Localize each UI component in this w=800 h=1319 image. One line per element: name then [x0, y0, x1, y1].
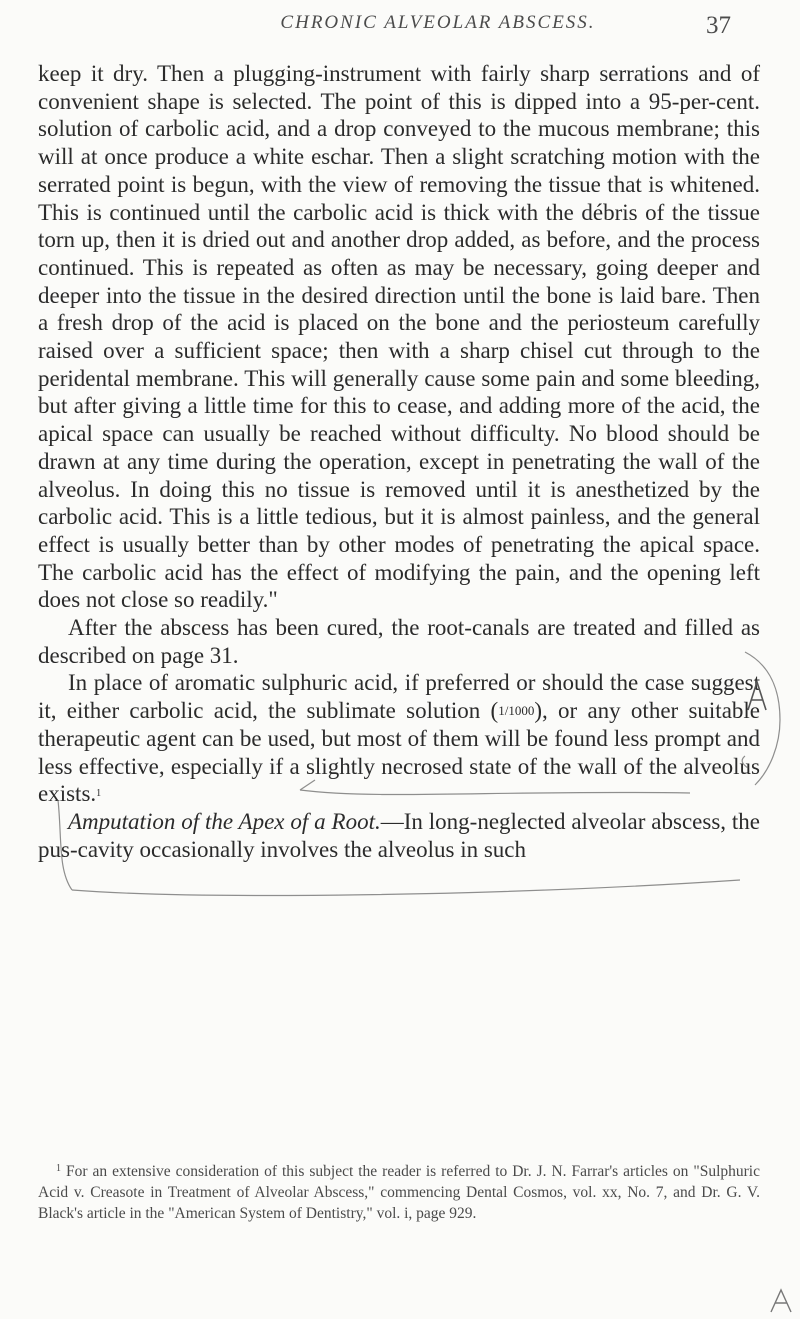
- paragraph-3-text-a: In place of aromatic sulphuric acid, if preferred or should the case suggest it, either carbolic acid, the sublimate solution (: [38, 670, 760, 724]
- section-heading: Amputation of the Apex of a Root.: [68, 808, 381, 834]
- footnote: [38, 1158, 760, 1224]
- footnote-text: For an extensive consideration of this subject the reader is referred to Dr. J. N. Farrar's articles on "Sulphuric Acid v. Creasote in Treatment of Alveolar Abscess," commencing Dental Cosmos, vol. xx, No. 7, and Dr. G. V. Black's article in the "American System of Dentistry," vol. i, page 929.: [38, 1163, 760, 1222]
- footnotes: [38, 1158, 760, 1224]
- paragraph-4-text: —In long-neglected alveolar abscess, the pus-cavity occasionally involves the alveolus in such: [38, 808, 760, 862]
- paragraph-4: [38, 808, 760, 863]
- paragraph-3-text-b: ), or any other suitable therapeutic agent can be used, but most of them will be found less prompt and less effective, especially if a slightly necrosed state of the wall of the alveolus exists.: [38, 698, 760, 807]
- page-header: [0, 12, 800, 52]
- body-text: [38, 60, 760, 863]
- page-number: 37: [706, 12, 731, 39]
- running-head: CHRONIC ALVEOLAR ABSCESS.: [280, 12, 596, 33]
- corner-letter-a: [771, 1290, 791, 1312]
- footnote-number: 1: [56, 1163, 61, 1174]
- paragraph-2: After the abscess has been cured, the root-canals are treated and filled as described on page 31.: [38, 615, 760, 668]
- paragraph-3: [38, 669, 760, 808]
- paragraph-1: keep it dry. Then a plugging-instrument with fairly sharp serrations and of convenient shape is selected. The point of this is dipped into a 95-per-cent. solution of carbolic acid, and a drop conveyed to the mucous membrane; this will at once produce a white eschar. Then a slight scratching motion with the serrated point is begun, with the view of removing the tissue that is whitened. This is continued until the carbolic acid is thick with the débris of the tissue torn up, then it is dried out and another drop added, as before, and the process continued. This is repeated as often as may be necessary, going deeper and deeper into the tissue in the desired direction until the bone is laid bare. Then a fresh drop of the acid is placed on the bone and the periosteum carefully raised over a sufficient space; then with a sharp chisel cut through to the peridental membrane. This will generally cause some pain and some bleeding, but after giving a little time for this to cease, and adding more of the acid, the apical space can usually be reached without difficulty. No blood should be drawn at any time during the operation, except in penetrating the wall of the alveolus. In doing this no tissue is removed until it is anesthetized by the carbolic acid. This is a little tedious, but it is almost painless, and the general effect is usually better than by other modes of penetrating the apical space. The carbolic acid has the effect of modifying the pain, and the opening left does not close so readily.": [38, 61, 760, 613]
- footnote-ref: 1: [96, 788, 102, 800]
- fraction: 1/1000: [498, 703, 535, 719]
